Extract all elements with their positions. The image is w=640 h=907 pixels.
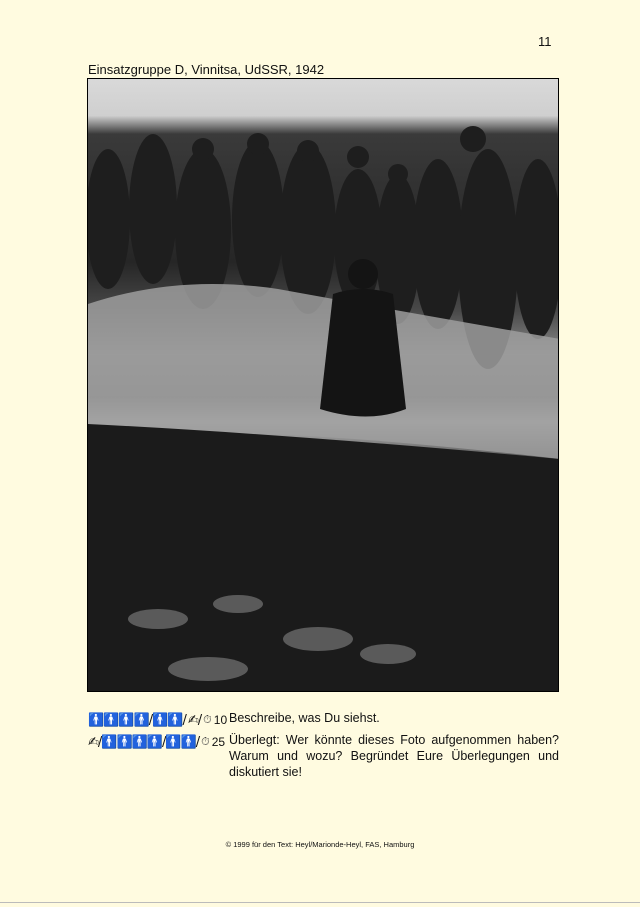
task-text: [229, 710, 559, 780]
task-row-group: [88, 731, 227, 753]
clock-icon: ⏱: [203, 713, 212, 726]
time-minutes: 10: [213, 713, 228, 727]
clock-icon: ⏱: [201, 735, 210, 748]
photo-scene: [88, 79, 559, 692]
task-row-individual: [88, 709, 227, 731]
page-number: 11: [538, 34, 552, 49]
photo-caption: Einsatzgruppe D, Vinnitsa, UdSSR, 1942: [88, 62, 325, 77]
group-size-icons: ✍/🚹🚹🚹🚹/🚹🚹/: [88, 734, 200, 750]
writing-icon: ✍/: [187, 712, 202, 728]
task-icons: [88, 709, 227, 753]
copyright-footer: © 1999 für den Text: Heyl/Marionde-Heyl, FAS, Hamburg: [225, 840, 415, 849]
group-size-icons: 🚹🚹🚹🚹/🚹🚹/: [88, 712, 186, 728]
task-question: Überlegt: Wer könnte dieses Foto aufgenommen haben? Warum und wozu? Begründet Eure Überlegungen und diskutiert sie!: [229, 733, 559, 779]
historical-photograph: [87, 78, 559, 692]
time-minutes: 25: [211, 735, 226, 749]
task-prompt: Beschreibe, was Du siehst.: [229, 711, 380, 725]
bottom-divider: [0, 902, 640, 903]
